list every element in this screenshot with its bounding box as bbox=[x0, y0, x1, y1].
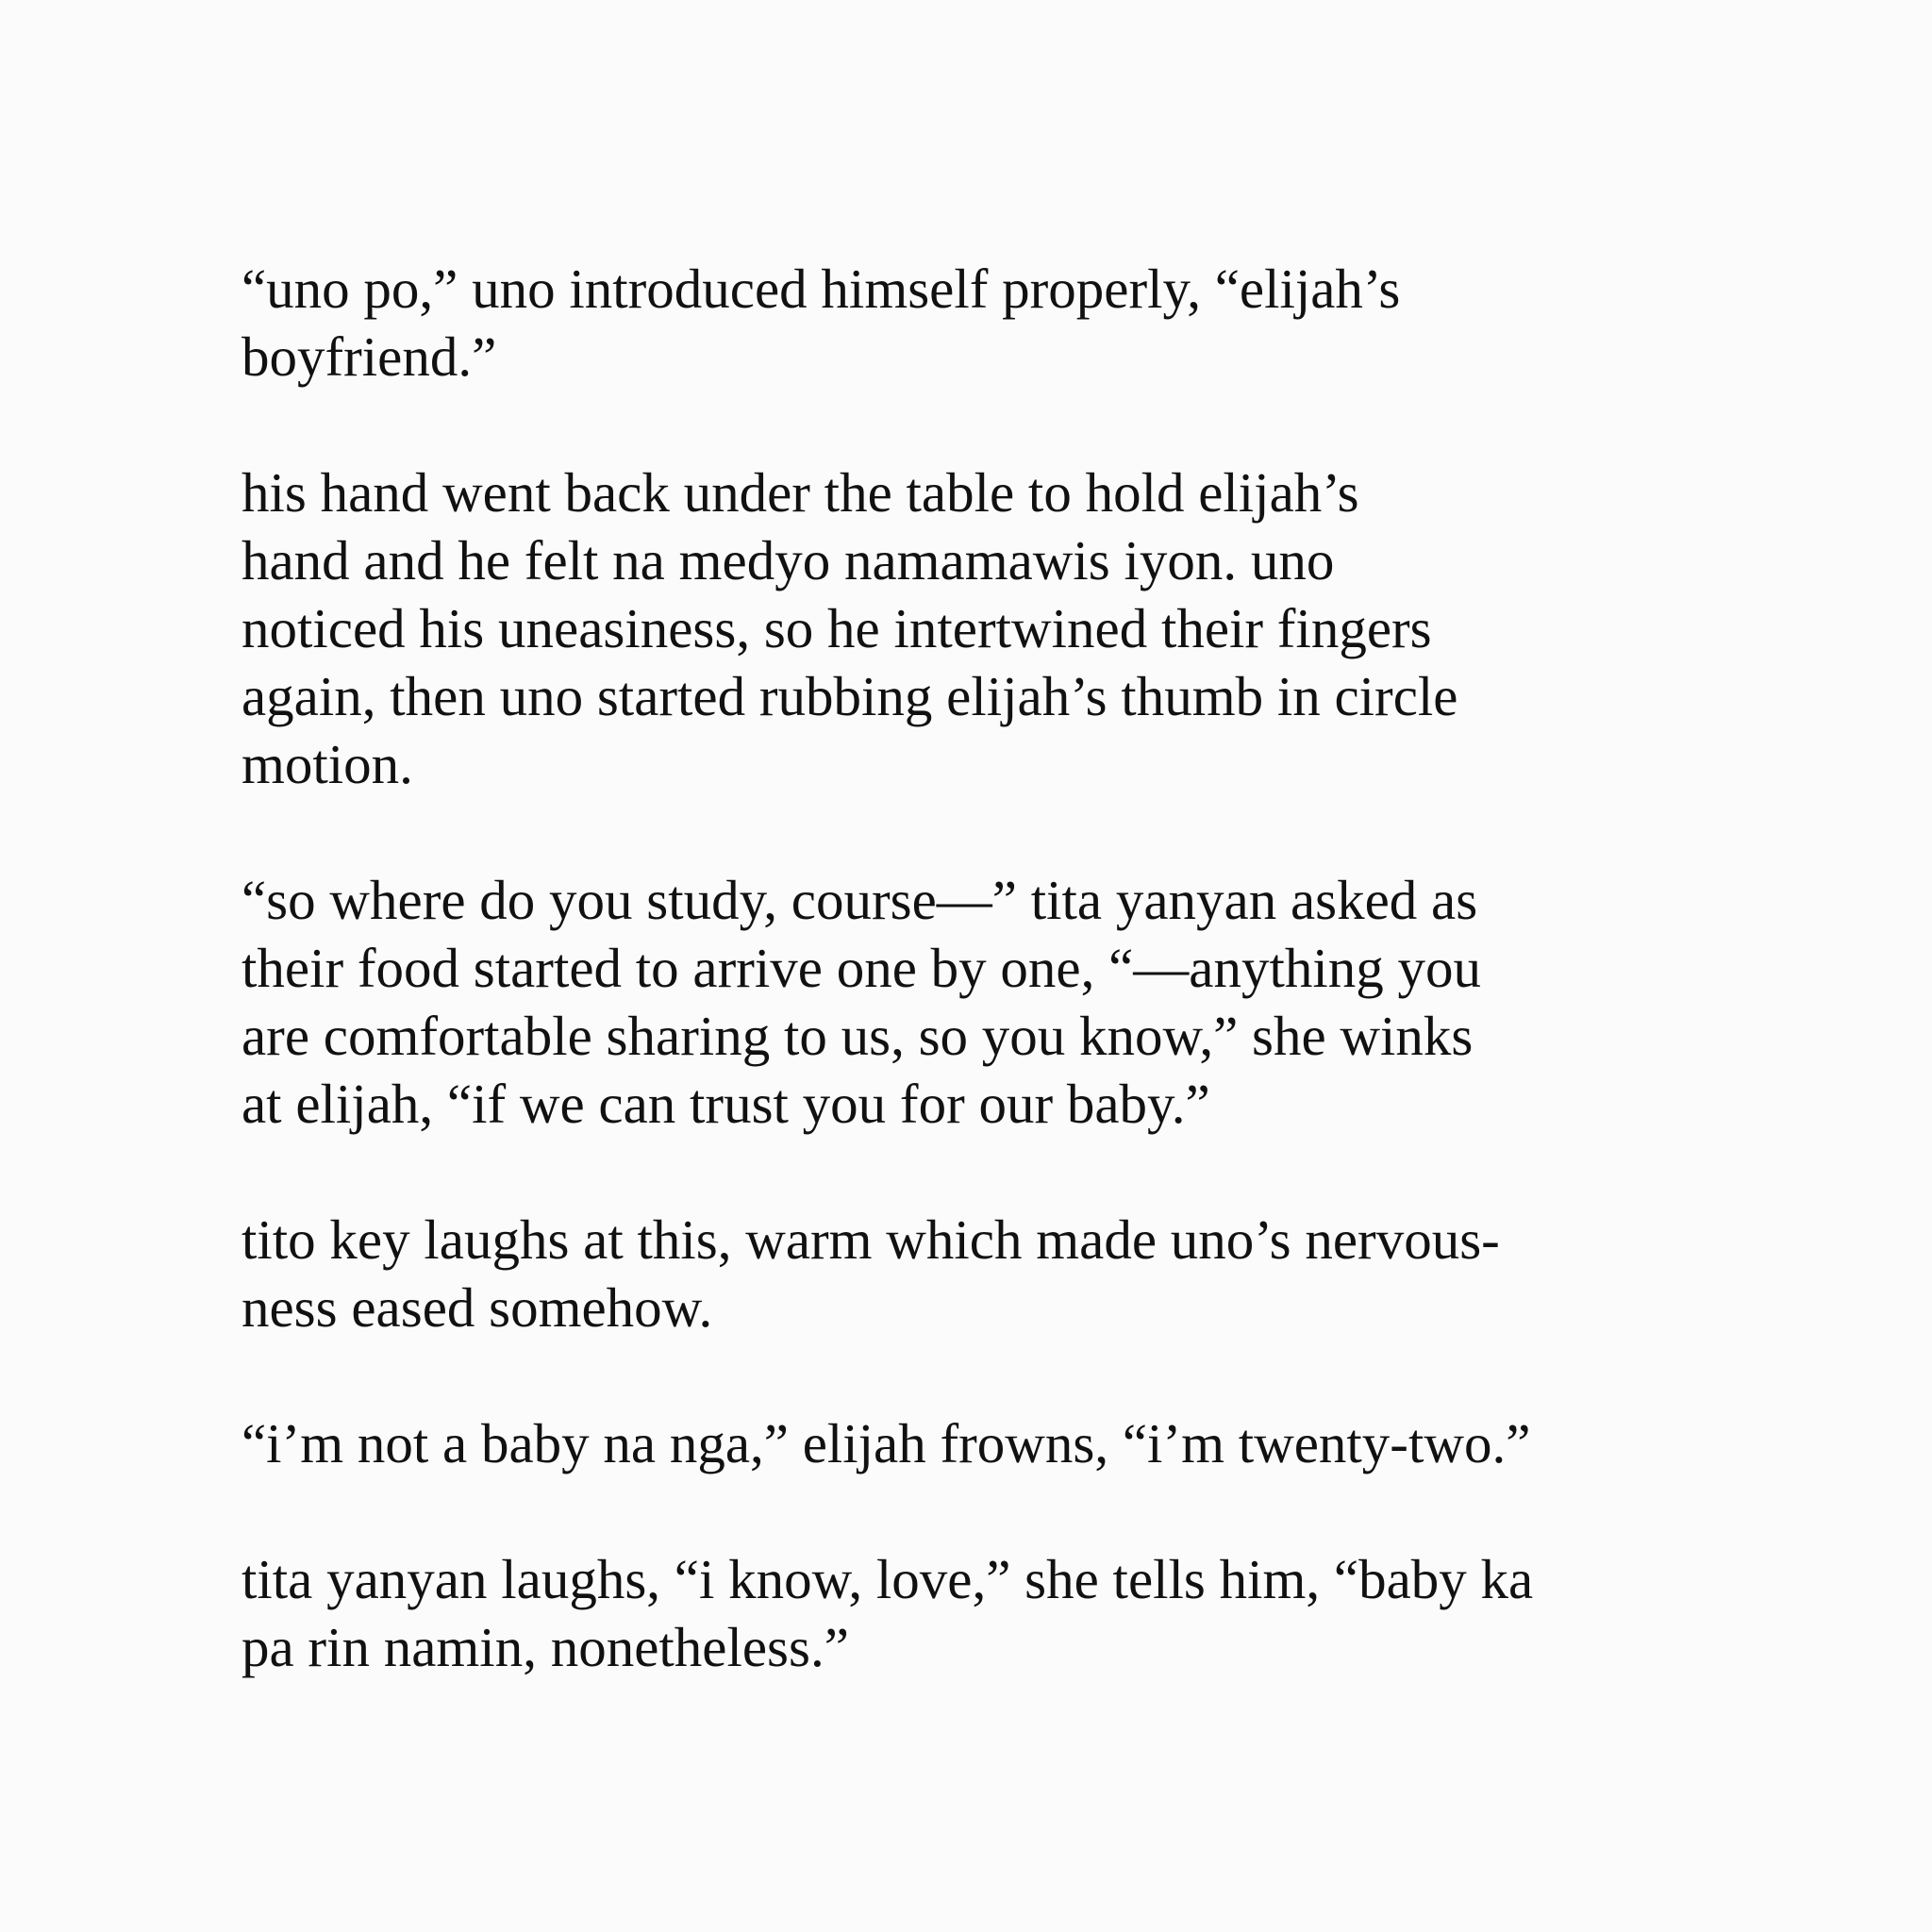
text-line: noticed his uneasiness, so he intertwined their fingers bbox=[242, 597, 1432, 659]
text-line: tita yanyan laughs, “i know, love,” she tells him, “baby ka bbox=[242, 1548, 1534, 1610]
text-line: are comfortable sharing to us, so you know,” she winks bbox=[242, 1005, 1474, 1067]
text-line: tito key laughs at this, warm which made uno’s nervous- bbox=[242, 1208, 1500, 1271]
text-line: motion. bbox=[242, 733, 413, 795]
paragraph-3 bbox=[242, 866, 1732, 1138]
paragraph-4 bbox=[242, 1206, 1732, 1341]
text-line: “uno po,” uno introduced himself properly, “elijah’s bbox=[242, 258, 1401, 320]
text-line: his hand went back under the table to hold elijah’s bbox=[242, 461, 1359, 524]
text-line: ness eased somehow. bbox=[242, 1276, 713, 1339]
paragraph-6 bbox=[242, 1545, 1732, 1681]
paragraph-1 bbox=[242, 255, 1732, 391]
paragraph-5 bbox=[242, 1409, 1732, 1477]
text-line: at elijah, “if we can trust you for our baby.” bbox=[242, 1073, 1210, 1135]
text-line: boyfriend.” bbox=[242, 325, 497, 388]
text-line: hand and he felt na medyo namamawis iyon. uno bbox=[242, 529, 1335, 591]
text-line: their food started to arrive one by one, “—anything you bbox=[242, 937, 1482, 999]
text-line: pa rin namin, nonetheless.” bbox=[242, 1616, 849, 1678]
text-line: “i’m not a baby na nga,” elijah frowns, “i’m twenty-two.” bbox=[242, 1412, 1531, 1474]
paragraph-2 bbox=[242, 458, 1732, 798]
story-text bbox=[242, 255, 1732, 1749]
text-line: again, then uno started rubbing elijah’s thumb in circle bbox=[242, 665, 1458, 727]
text-line: “so where do you study, course—” tita yanyan asked as bbox=[242, 869, 1478, 931]
